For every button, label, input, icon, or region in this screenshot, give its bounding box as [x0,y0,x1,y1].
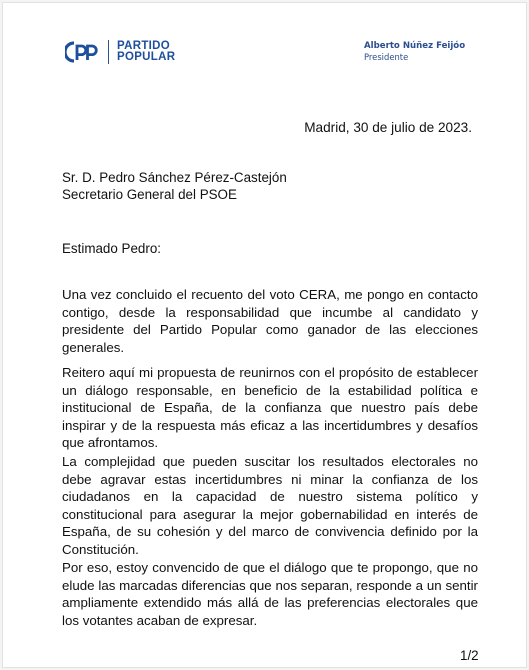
recipient-block [62,169,287,203]
recipient-name: Sr. D. Pedro Sánchez Pérez-Castejón [62,170,287,185]
salutation: Estimado Pedro: [62,241,161,256]
page-number: 1/2 [460,648,479,663]
sender-title: Presidente [364,52,409,62]
pp-logo-icon [65,41,103,63]
body-paragraph: Una vez concluido el recuento del voto CERA, me pongo en contacto contigo, desde la responsabilidad que incumbe al candidato y presidente del Partido Popular como ganador de las elecciones generales. [62,287,478,355]
logo-line-1: PARTIDO [117,40,170,52]
recipient-title: Secretario General del PSOE [62,187,237,202]
body-paragraph: La complejidad que pueden suscitar los resultados electorales no debe agravar estas incertidumbres ni minar la confianza de los ciudadanos en la capacidad de nuestro sistema político y constitucional para asegurar la mejor gobernabilidad en interés de España, de su cohesión y del marco de convivencia definido por la Constitución. [62,454,478,557]
party-logo [65,40,175,64]
body-paragraph: Reitero aquí mi propuesta de reunirnos con el propósito de establecer un diálogo responsable, en beneficio de la estabilidad política e institucional de España, de la confianza que nuestro país debe inspirar y de la respuesta más eficaz a las incertidumbres y desafíos que afrontamos. [62,365,478,451]
logo-wordmark [117,41,175,63]
letter-date: Madrid, 30 de julio de 2023. [304,120,472,135]
body-paragraph: Por eso, estoy convencido de que el diálogo que te propongo, que no elude las marcadas diferencias que nos separan, responde a un sentir ampliamente extendido más allá de las preferencias electorales que los votantes acaban de expresar. [62,560,478,628]
sender-name: Alberto Núñez Feijóo [364,41,466,51]
sender-block [364,40,465,63]
letter-page [2,2,527,668]
logo-divider [108,40,109,64]
logo-line-2: POPULAR [117,51,176,63]
